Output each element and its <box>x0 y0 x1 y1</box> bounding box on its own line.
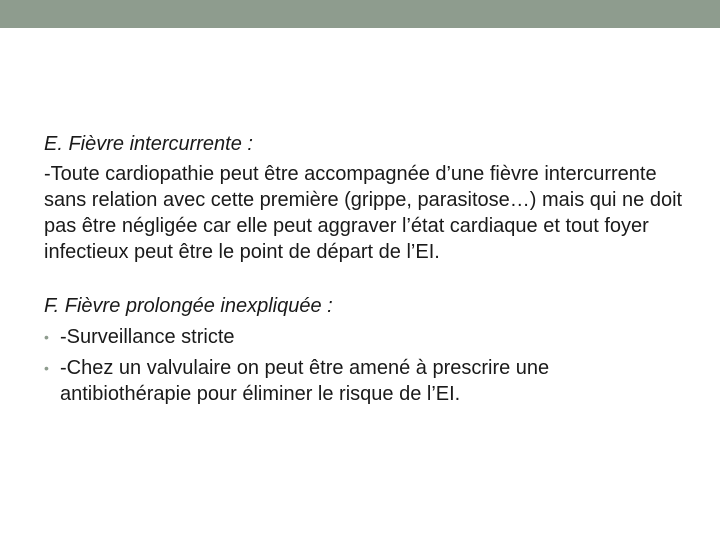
section-e-heading: E. Fièvre intercurrente : <box>44 133 253 155</box>
section-f-heading: F. Fièvre prolongée inexpliquée : <box>44 295 333 317</box>
top-decorative-bar <box>0 0 720 28</box>
bullet-dot-icon: • <box>44 329 49 345</box>
slide-content <box>44 131 684 407</box>
bullet-item <box>44 355 684 407</box>
bullet-item <box>44 324 684 350</box>
bullet-text: -Chez un valvulaire on peut être amené à prescrire une antibiothérapie pour éliminer le risque de l’EI. <box>60 357 550 405</box>
bullet-text: -Surveillance stricte <box>60 326 235 348</box>
bullet-dot-icon: • <box>44 360 49 376</box>
section-f <box>44 293 684 407</box>
section-e-body: -Toute cardiopathie peut être accompagnée d’une fièvre intercurrente sans relation avec cette première (grippe, parasitose…) mais qui ne doit pas être négligée car elle peut aggraver l’état cardiaque et tout foyer infectieux peut être le point de départ de l’EI. <box>44 163 683 263</box>
